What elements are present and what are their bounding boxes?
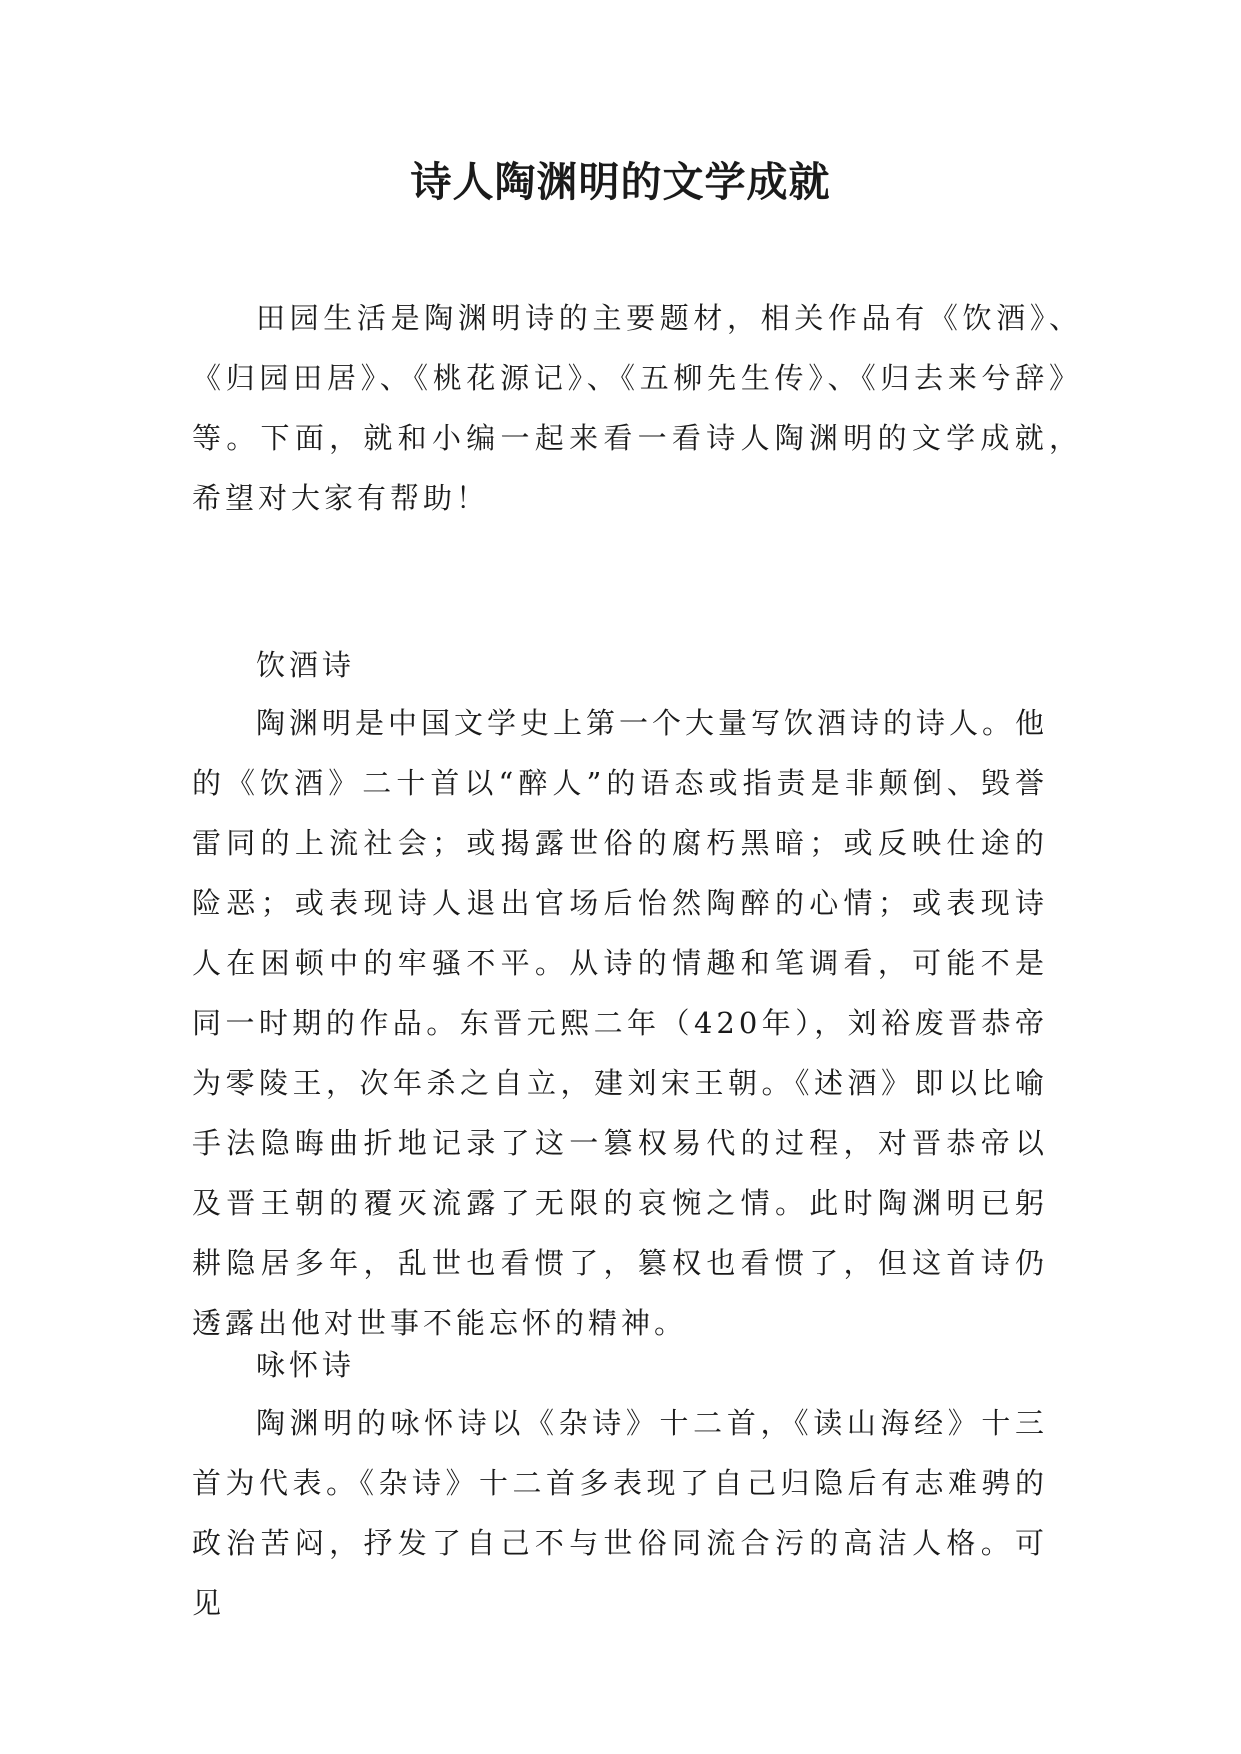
intro-paragraph: 田园生活是陶渊明诗的主要题材，相关作品有《饮酒》、《归园田居》、《桃花源记》、《五柳先生传》、《归去来兮辞》等。下面，就和小编一起来看一看诗人陶渊明的文学成就，希望对大家有帮助！ — [192, 301, 1082, 515]
section-body-reflection-poems: 陶渊明的咏怀诗以《杂诗》十二首，《读山海经》十三首为代表。《杂诗》十二首多表现了自己归隐后有志难骋的政治苦闷，抒发了自己不与世俗同流合污的高洁人格。可见 — [192, 1406, 1048, 1620]
section-heading-reflection-poems: 咏怀诗 — [256, 1348, 356, 1382]
section-body-drinking-poems: 陶渊明是中国文学史上第一个大量写饮酒诗的诗人。他的《饮酒》二十首以“醉人”的语态或指责是非颠倒、毁誉雷同的上流社会；或揭露世俗的腐朽黑暗；或反映仕途的险恶；或表现诗人退出官场后怡然陶醉的心情；或表现诗人在困顿中的牢骚不平。从诗的情趣和笔调看，可能不是同一时期的作品。东晋元熙二年（420年），刘裕废晋恭帝为零陵王，次年杀之自立，建刘宋王朝。《述酒》即以比喻手法隐晦曲折地记录了这一篡权易代的过程，对晋恭帝以及晋王朝的覆灭流露了无限的哀惋之情。此时陶渊明已躬耕隐居多年，乱世也看惯了，篡权也看惯了，但这首诗仍透露出他对世事不能忘怀的精神。 — [192, 706, 1049, 1340]
document-title: 诗人陶渊明的文学成就 — [410, 158, 831, 206]
section-heading-drinking-poems: 饮酒诗 — [256, 648, 356, 682]
